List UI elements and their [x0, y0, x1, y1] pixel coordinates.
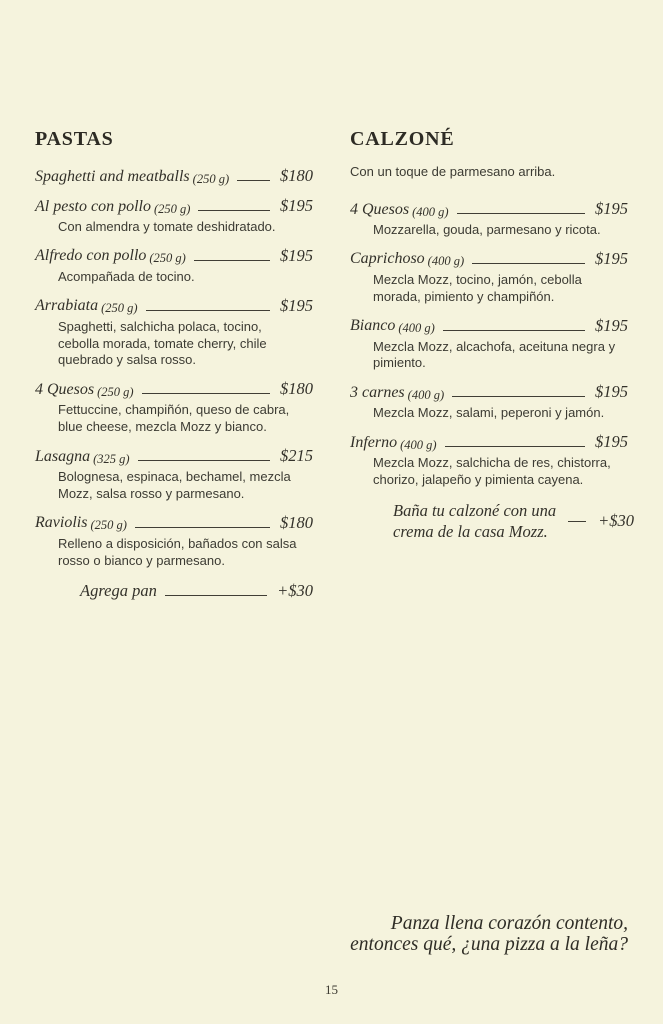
addon-label [393, 500, 556, 543]
item-title-row [350, 317, 628, 336]
item-weight: (250 g) [149, 251, 186, 266]
item-weight: (400 g) [400, 437, 437, 452]
price-leader-line [472, 263, 585, 264]
menu-item-4-quesos-calzone [350, 200, 628, 239]
item-price: $195 [595, 199, 628, 218]
item-title-row [35, 380, 313, 399]
price-leader-line [452, 396, 585, 397]
item-name: Lasagna [35, 447, 91, 465]
item-price: $180 [280, 379, 313, 399]
menu-item-al-pesto [35, 197, 313, 236]
price-leader-line [443, 330, 585, 331]
price-leader-line [135, 527, 270, 528]
addon-price: +$30 [598, 511, 635, 531]
item-weight: (250 g) [97, 384, 134, 399]
menu-item-inferno [350, 433, 628, 489]
item-weight: (400 g) [398, 321, 435, 336]
item-name: Arrabiata [35, 297, 99, 315]
item-description: Con almendra y tomate deshidratado. [58, 218, 276, 234]
page-number: 15 [325, 982, 338, 997]
pastas-section [35, 128, 313, 601]
item-price: $180 [280, 166, 313, 185]
item-description: Mezcla Mozz, salami, peperoni y jamón. [373, 405, 605, 421]
item-description: Acompañada de tocino. [58, 268, 195, 284]
menu-item-caprichoso [350, 250, 628, 306]
item-title-row [35, 197, 313, 216]
price-leader-line [194, 260, 270, 261]
menu-item-alfredo [35, 247, 313, 286]
item-weight: (400 g) [407, 387, 445, 402]
addon-price: +$30 [277, 580, 313, 600]
section-title-calzone: CALZONÉ [350, 128, 455, 150]
addon-row-agrega-pan [35, 581, 313, 601]
item-description: Spaghetti, salchicha polaca, tocino, cebolla morada, tomate cherry, chile quebrado y salsa rosso. [58, 318, 267, 368]
addon-label-line2: crema de la casa Mozz. [393, 522, 548, 542]
footer-quote [350, 913, 628, 955]
item-name: Bianco [350, 317, 396, 335]
addon-label-line1: Baña tu calzoné con una [393, 500, 557, 520]
menu-item-raviolis [35, 514, 313, 570]
item-title-row [350, 433, 628, 452]
item-description: Mozzarella, gouda, parmesano y ricota. [373, 221, 601, 237]
price-leader-line [457, 213, 585, 214]
item-price: $195 [595, 382, 628, 402]
item-title-row [35, 514, 313, 533]
item-weight: (250 g) [153, 201, 191, 216]
menu-item-spaghetti-meatballs [35, 167, 313, 186]
item-weight: (250 g) [192, 171, 230, 186]
price-leader-line [237, 180, 270, 181]
item-weight: (400 g) [412, 204, 449, 219]
menu-item-arrabiata [35, 297, 313, 370]
item-name: Spaghetti and meatballs [35, 167, 190, 185]
calzone-section [350, 128, 635, 601]
menu-item-bianco [350, 317, 628, 373]
price-leader-line [568, 521, 586, 522]
item-title-row [350, 250, 628, 269]
item-price: $195 [595, 248, 628, 268]
menu-item-lasagna [35, 447, 313, 503]
item-price: $215 [280, 446, 313, 466]
item-weight: (250 g) [101, 301, 138, 316]
item-weight: (325 g) [93, 451, 130, 466]
menu-item-3-carnes [350, 383, 628, 422]
footer-quote-line2: entonces qué, ¿una pizza a la leña? [350, 933, 628, 955]
item-title-row [35, 447, 313, 466]
menu-item-4-quesos-pasta [35, 380, 313, 436]
item-price: $180 [280, 512, 313, 532]
item-description: Mezcla Mozz, tocino, jamón, cebolla morada, pimiento y champiñón. [373, 271, 582, 304]
item-price: $195 [595, 432, 628, 452]
section-subtitle: Con un toque de parmesano arriba. [350, 164, 556, 179]
addon-label: Agrega pan [80, 580, 157, 600]
item-title-row [350, 383, 628, 402]
item-name: Al pesto con pollo [35, 197, 151, 215]
section-title-pastas: PASTAS [35, 128, 114, 150]
price-leader-line [146, 310, 270, 311]
item-name: 3 carnes [350, 383, 405, 401]
item-name: Raviolis [35, 514, 88, 532]
price-leader-line [445, 446, 585, 447]
item-description: Mezcla Mozz, salchicha de res, chistorra, chorizo, jalapeño y pimienta cayena. [373, 455, 611, 488]
footer-quote-line1: Panza llena corazón contento, [390, 912, 628, 934]
item-title-row [35, 247, 313, 266]
item-name: Inferno [350, 433, 398, 451]
item-weight: (250 g) [90, 518, 127, 533]
price-leader-line [165, 595, 267, 596]
item-name: Caprichoso [350, 250, 425, 268]
item-description: Bolognesa, espinaca, bechamel, mezcla Mozz, salsa rosso y parmesano. [58, 469, 291, 501]
item-name: 4 Quesos [35, 380, 95, 398]
item-title-row [350, 200, 628, 219]
addon-row-crema-casa [350, 500, 635, 543]
price-leader-line [138, 460, 270, 461]
item-price: $195 [595, 315, 628, 335]
item-title-row [35, 297, 313, 316]
item-description: Mezcla Mozz, alcachofa, aceituna negra y pimiento. [373, 338, 616, 371]
price-leader-line [142, 393, 270, 394]
item-description: Fettuccine, champiñón, queso de cabra, blue cheese, mezcla Mozz y bianco. [58, 402, 290, 435]
item-weight: (400 g) [427, 254, 465, 269]
item-price: $195 [280, 295, 313, 315]
item-name: 4 Quesos [350, 200, 410, 218]
item-description: Relleno a disposición, bañados con salsa rosso o bianco y parmesano. [58, 535, 297, 568]
price-leader-line [198, 210, 270, 211]
item-title-row [35, 167, 313, 186]
item-price: $195 [280, 195, 313, 215]
item-name: Alfredo con pollo [35, 247, 147, 265]
item-price: $195 [280, 245, 313, 265]
